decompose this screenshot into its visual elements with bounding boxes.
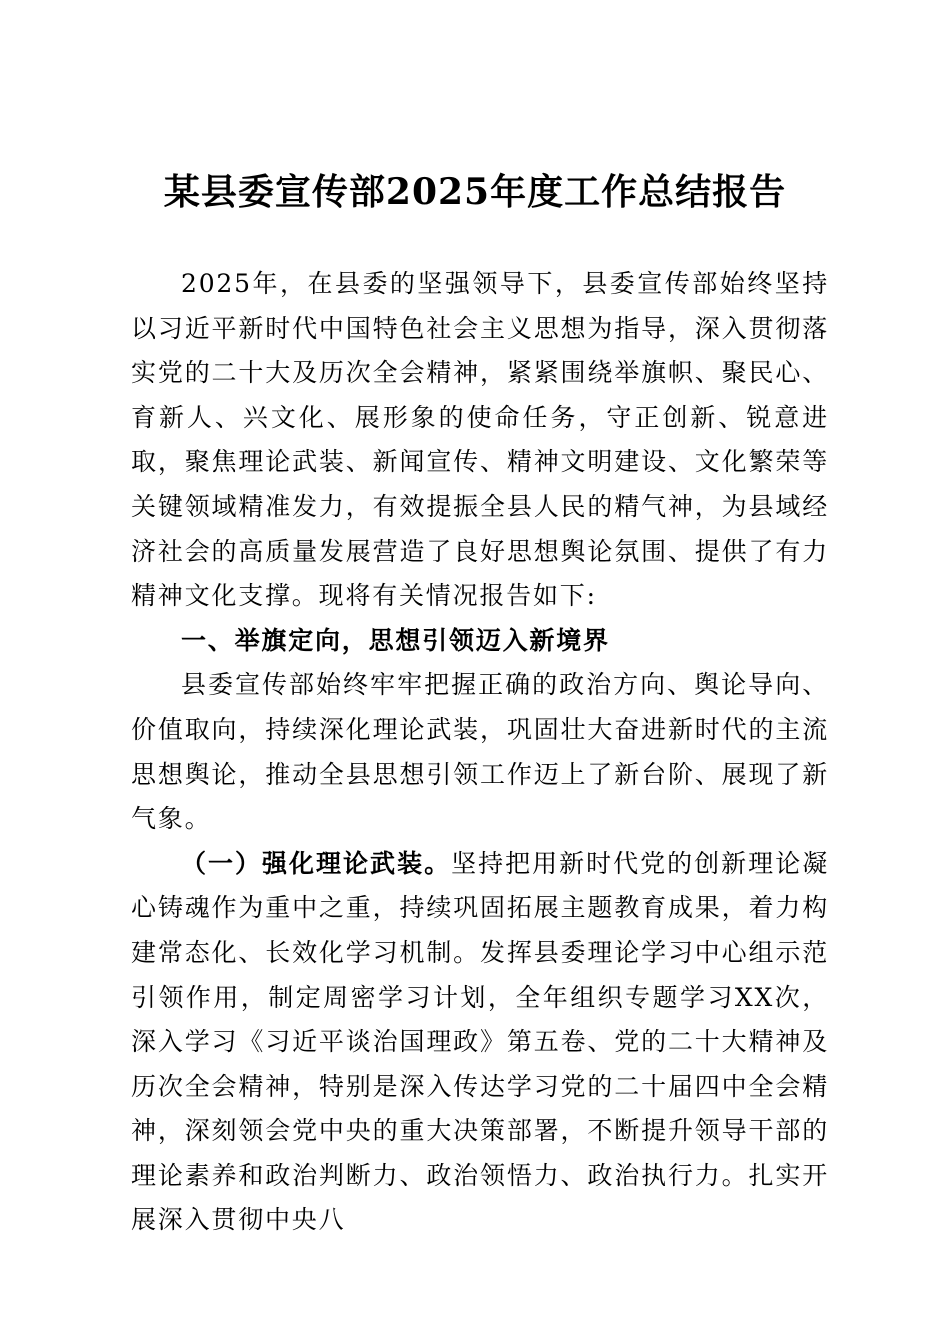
section-heading: 一、举旗定向，思想引领迈入新境界 bbox=[181, 625, 610, 655]
subsection-text: 坚持把用新时代党的创新理论凝心铸魂作为重中之重，持续巩固拓展主题教育成果，着力构建常态化、长效化学习机制。发挥县委理论学习中心组示范引领作用，制定周密学习计划，全年组织专题学习XX次，深入学习《习近平谈治国理政》第五卷、党的二十大精神及历次全会精神，特别是深入传达学习党的二十届四中全会精神，深刻领会党中央的重大决策部署，不断提升领导干部的理论素养和政治判断力、政治领悟力、政治执行力。扎实开展深入贯彻中央八 bbox=[131, 848, 829, 1235]
intro-paragraph: 2025年，在县委的坚强领导下，县委宣传部始终坚持以习近平新时代中国特色社会主义思想为指导，深入贯彻落实党的二十大及历次全会精神，紧紧围绕举旗帜、聚民心、育新人、兴文化、展形象的使命任务，守正创新、锐意进取，聚焦理论武装、新闻宣传、精神文明建设、文化繁荣等关键领域精准发力，有效提振全县人民的精气神，为县域经济社会的高质量发展营造了良好思想舆论氛围、提供了有力精神文化支撑。现将有关情况报告如下: bbox=[131, 269, 829, 611]
section-paragraph: 县委宣传部始终牢牢把握正确的政治方向、舆论导向、价值取向，持续深化理论武装，巩固壮大奋进新时代的主流思想舆论，推动全县思想引领工作迈上了新台阶、展现了新气象。 bbox=[131, 670, 829, 834]
document-body bbox=[131, 262, 829, 1243]
subsection-lead: （一）强化理论武装。 bbox=[181, 848, 452, 878]
document-title: 某县委宣传部2025年度工作总结报告 bbox=[163, 171, 787, 213]
subsection-paragraph bbox=[131, 842, 829, 1243]
